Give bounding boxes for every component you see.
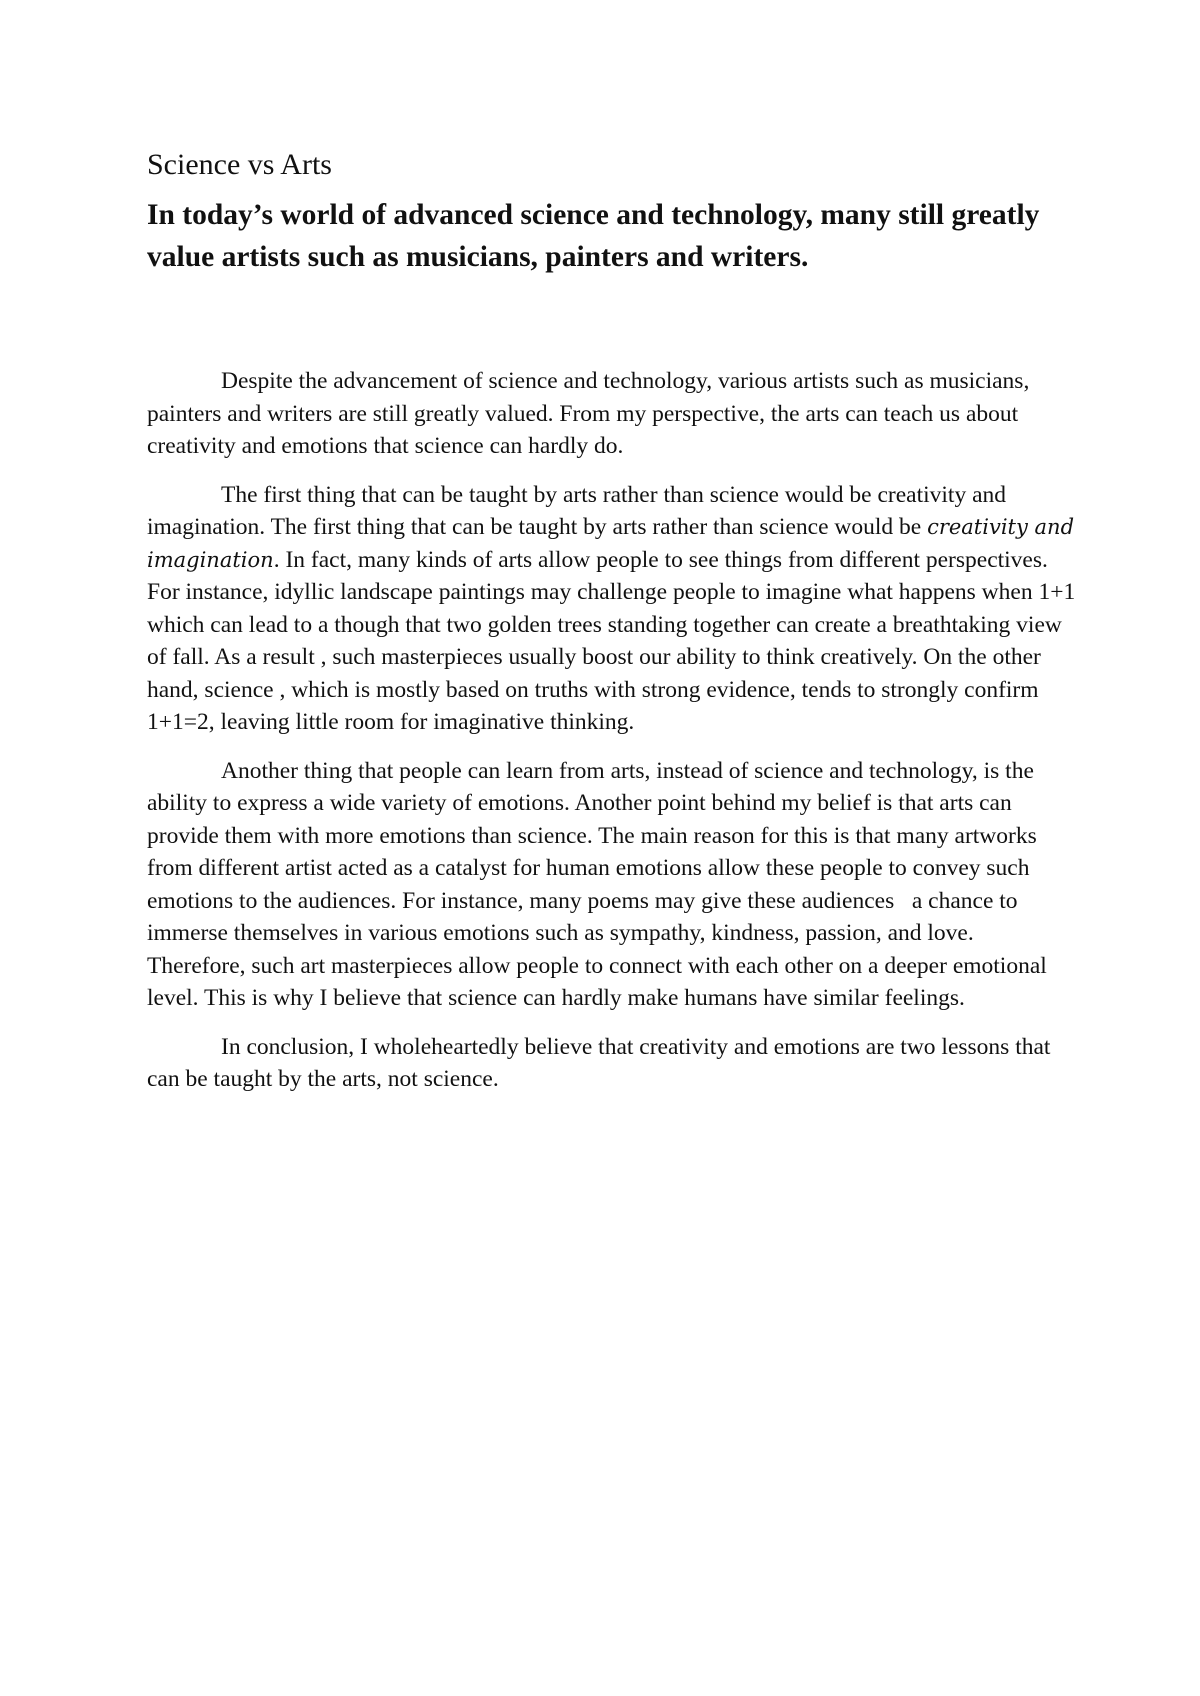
essay-prompt: In today’s world of advanced science and technology, many still greatly value artists such as musicians, painters and writers.: [147, 198, 1040, 274]
paragraph-conclusion: In conclusion, I wholeheartedly believe that creativity and emotions are two lessons that can be taught by the arts, not science.: [147, 1033, 1051, 1093]
paragraph-creativity-text-end: . In fact, many kinds of arts allow people to see things from different perspectives. For instance, idyllic landscape paintings may challenge people to imagine what happens when 1+1 which can lead to a though that two golden trees standing together can create a breathtaking view of fall. As a result , such masterpieces usually boost our ability to think creatively. On the other hand, science , which is mostly based on truths with strong evidence, tends to strongly confirm 1+1=2, leaving little room for imaginative thinking.: [147, 546, 1076, 736]
document-body: [147, 146, 1077, 1112]
page-title: Science vs Arts: [147, 148, 332, 181]
emphasized-phrase: creativity and imagination: [147, 515, 1075, 572]
paragraph-creativity-text-start: The first thing that can be taught by arts rather than science would be creativity and imagination. The first thing that can be taught by arts rather than science would be: [147, 481, 1007, 541]
paragraph-intro: Despite the advancement of science and technology, various artists such as musicians, painters and writers are still greatly valued. From my perspective, the arts can teach us about creativity and emotions that science can hardly do.: [147, 368, 1030, 460]
paragraph-emotions: Another thing that people can learn from arts, instead of science and technology, is the ability to express a wide variety of emotions. Another point behind my belief is that arts can provide them with more emotions than science. The main reason for this is that many artworks from different artist acted as a catalyst for human emotions allow these people to convey such emotions to the audiences. For instance, many poems may give these audiences a chance to immerse themselves in various emotions such as sympathy, kindness, passion, and love. Therefore, such art masterpieces allow people to connect with each other on a deeper emotional level. This is why I believe that science can hardly make humans have similar feelings.: [147, 757, 1053, 1012]
paragraph-creativity: [147, 479, 1077, 739]
